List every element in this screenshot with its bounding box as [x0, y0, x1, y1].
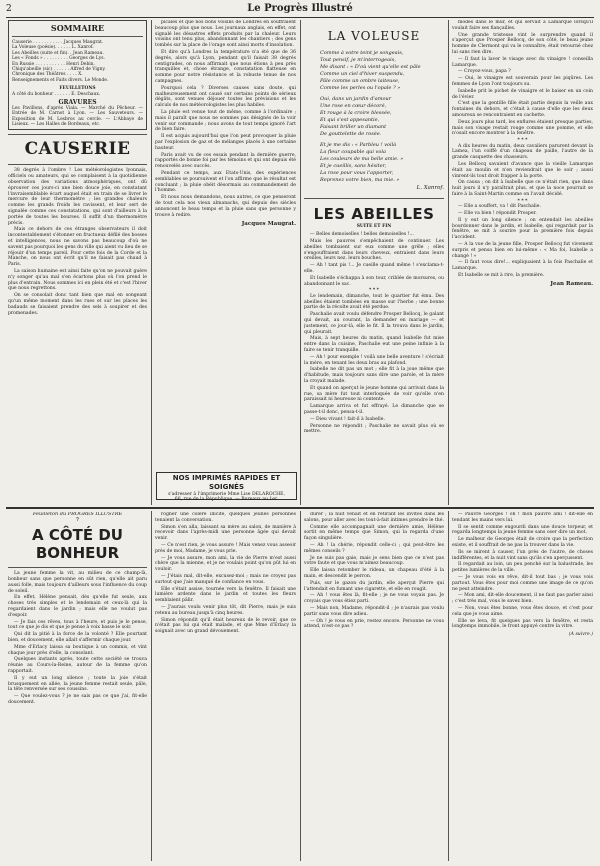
poem-line: Et qui s'est appesantie,	[320, 117, 380, 123]
feuilleton-column-1	[8, 512, 147, 862]
sommaire-title: SOMMAIRE	[50, 23, 105, 33]
abeilles-paragraph: — Elle va bien ! répondit Prosper.	[458, 210, 537, 216]
feuilleton-paragraph: — Ah ! vous êtes là, fit-elle ; je ne vous voyais pas. Je croyais que vous étiez parti.	[304, 593, 444, 605]
causerie-paragraph: La pluie est venue tout de même, comme à l'ordinaire ; mais il paraît que nous ne sommes pas désignés de la voir venir sur commande ; nous avons de tout temps ignoré l'art de bien faire.	[155, 109, 296, 133]
feuilleton-paragraph: Puis, sur le gazon du jardin, elle aperçut Pierre qui l'attendait en fumant une cigarette, et elle en rougit.	[304, 580, 444, 592]
sommaire-box	[8, 20, 147, 130]
poem-line: De gouttelette de rosée.	[320, 131, 382, 137]
poem-line: Faisant briller un diamant	[320, 124, 387, 130]
sommaire-item: Les « Fonds » . . . . . . . . . Georges de Lys.	[12, 56, 105, 62]
poem-line: Oui, dans un jardin d'amour	[320, 96, 392, 102]
feuilleton-paragraph: Elle se leva, fit quelques pas vers la fenêtre, et resta longtemps immobile, le front appuyé contre la vitre.	[452, 618, 593, 630]
poem-line: Et je cueillis, sans hésiter,	[320, 163, 387, 169]
abeilles-paragraph: — Oui, le vinaigre est souverain pour les piqûres. Les femmes de Lyon l'ont toujours su.	[452, 76, 593, 87]
poem-line: Comme les perles ou l'opale ? »	[320, 85, 401, 91]
poem-line: Tout pensif, je m'interrogeais,	[320, 57, 396, 63]
causerie-paragraph: Et nous nous demandons, nous autres, ce que penseront de tout cela nos vieux almanachs, qui depuis des siècles annoncent le beau temps et la pluie sans que personne y trouve à redire.	[155, 195, 296, 218]
causerie-title: CAUSERIE	[24, 139, 131, 160]
abeilles-paragraph: Et Isabelle s'échappa à son tour, criblée de morsures, ou abandonnant le sac.	[304, 275, 444, 287]
column-1	[8, 20, 147, 504]
feuilleton-paragraph: durer ; la nuit venait et en retirant les invités dans les salons, pour aller avec les tout-à-fait intimes prendre le thé.	[304, 512, 444, 523]
causerie-paragraph: picales et que nos bons voisins de Londres en souffraient beaucoup plus que nous. Les journaux anglais, en effet, ont signalé les désastres effets produits par la chaleur. Leurs voisins ont tenu plus, abandonnant les chantiers ; des gens tombés sur la place de l'orage sont ainsi morts d'insolation.	[155, 20, 296, 49]
feuilleton-paragraph: — Ah ! la chérie, répondit celle-ci ; qui peut-être les mêmes conseils ?	[304, 542, 444, 554]
feuilleton-paragraph: — Je vous assure, mon ami, la vie de Pierre m'est aussi chère que la mienne, et je ne voulais point qu'on pût lui en vouloir.	[155, 555, 296, 573]
feuilleton-paragraph: La jeune femme la vit, au milieu de ce champ-là, bonheur sans que personne en sût rien, qu'elle ait paru aussi folle, mais toujours d'ailleurs sous l'influence du coup de soleil.	[8, 571, 147, 594]
column-separator	[151, 511, 152, 861]
feuilleton-paragraph: Elle s'était assise, tournée vers la fenêtre. Il faisait une lumière ardente dans le jardin et toutes les fleurs semblaient pâlir.	[155, 586, 296, 604]
column-separator	[448, 511, 449, 861]
gravures-title: GRAVURES	[58, 99, 97, 107]
feuilleton-paragraph: — Mon ami, dit-elle doucement, il ne faut pas parler ainsi ; c'est très mal, vous le savez bien.	[452, 593, 593, 605]
sommaire-item: Les Abeilles (suite et fin). . Jean Rameau.	[12, 50, 104, 56]
causerie-paragraph: Pendant ce temps, aux Etats-Unis, des expériences semblables se poursuivent et l'on affirme que le résultat est concluant ; la pluie obéit désormais au commandement de l'homme.	[155, 170, 296, 194]
feuilleton-paragraph: Elle laissa retomber le rideau, un chapeau d'été à la main, et descendit le perron.	[304, 568, 444, 579]
abeilles-paragraph: — Il faut la laver le visage avec du vinaigre ! conseilla Lamarque.	[452, 56, 593, 68]
abeilles-paragraph: A dix heures du matin, deux cavaliers parurent devant la Lamea, l'un coiffé d'un chapeau de paille, l'autre de la grande casquette des chasseurs.	[452, 143, 593, 161]
poem-line: Les couleurs de ma belle amie. »	[320, 156, 404, 162]
column-separator	[448, 20, 449, 505]
feuilleton-paragraph: Mme d'Erlacy laissa sa boutique à un commis, et vint chaque jour près d'elle, la consolant.	[8, 644, 147, 656]
poem-line: Pâle comme un ombre laiteuse,	[320, 78, 400, 84]
abeilles-paragraph: modes dans le mur, et qui servait à Lamarque lorsqu'il voulait faire ses fiançailles.	[452, 20, 593, 31]
voleuse-poem	[304, 50, 444, 184]
feuilleton-number: 7	[75, 517, 80, 523]
causerie-paragraph: Paris avait vu de ces essais pendant la dernière guerre, rapportés de bonne foi par les témoins et qui ont depuis été renouvelés avec succès.	[155, 152, 296, 170]
abeilles-subtitle: SUITE ET FIN	[356, 223, 392, 229]
poem-line: Et je me dis : « Parbleu ! voilà	[320, 142, 397, 148]
feuilleton-column-4	[452, 512, 593, 862]
feuilleton-item: A côté du bonheur . . . . . . E. Deschaux.	[12, 91, 101, 97]
sommaire-item: Chiqu'abeille (sic) . . . . . . Alfred de Vigny.	[12, 67, 106, 73]
abeilles-paragraph: Mais les pauvres s'empêchaient de continuer. Les abeilles tombaient sur eux comme une grêle ; elles s'engouffraient dans leurs cheveux, entraient dans leurs oreilles, leurs nez, leurs bouches.	[304, 239, 444, 262]
feuilleton-paragraph: Simon répondit qu'il était heureux de le revoir, que ce n'était pas lui qui était malade, et que Mme d'Erlacy la soignait avec un grand dévouement.	[155, 617, 296, 635]
feuilleton-label: Feuilleton du PROGRÈS ILLUSTRÉ	[32, 512, 123, 517]
abeilles-paragraph: Lamarque arriva et fut effrayé. Le dimanche que se passe-t-il donc, pensa-t-il.	[304, 404, 444, 415]
feuilleton-paragraph: En effet, Hélène pensait, dès qu'elle fut seule, aux choses très simples et le lendemain et ceux-là qui la regardaient dans le jardin ; mais elle ne voulut pas d'espoir.	[8, 595, 147, 618]
abeilles-signature: Jean Rameau.	[550, 280, 593, 287]
page-number: 2	[6, 4, 12, 14]
sommaire-item: Chronique des Théâtres . . . . X.	[12, 72, 83, 78]
abeilles-paragraph: — Dieu vivant ! fait-il à Isabelle.	[310, 416, 385, 422]
poem-line: Comme un ciel d'hiver suspendu,	[320, 71, 405, 77]
abeilles-paragraph: Personne ne répondit ; Paschalie ne savait plus où se mettre.	[304, 423, 444, 435]
abeilles-paragraph: Isabelle ne dit pas un mot ; elle fit à la joue même que d'habitude, mais toujours sans dire une parole, et la mère la croyait malade.	[304, 367, 444, 384]
poem-line: La rose pour vous l'apporter,	[320, 170, 394, 176]
feuilleton-column-2	[155, 512, 296, 862]
column-separator	[151, 20, 152, 505]
feuilleton-paragraph: Il se sentit comme engourdi dans une douce torpeur, et regarda longtemps la jeune femme sans oser dire un mot.	[452, 524, 593, 536]
sommaire-item: Causerie . . . . . . . . . . . Jacques Maugrat.	[12, 40, 104, 45]
feuilleton-paragraph: — Je fais ces rêves, tous à l'heure, et puis je le pense, tout ce que je dis et que je pense à voix basse le soir.	[8, 619, 147, 631]
printing-advertisement	[156, 472, 297, 503]
column-separator	[300, 511, 301, 861]
poem-line: Me disant : « D'où vient qu'elle est pâle	[320, 64, 421, 70]
abeilles-paragraph: Le lendemain, dimanche, tout le quartier fut ému. Des abeilles étaient tombées en masse sur l'herbe ; une bonne partie de la récolte avait été perdue.	[304, 293, 444, 311]
feuilleton-paragraph: Il y eut un long silence ; toute la joie s'était brusquement en allée, la jeune femme restait seule, pâle, la tête renversée sur ses coussins.	[8, 675, 147, 693]
poem-line: Reprenez votre bien, ma mie. »	[320, 177, 400, 183]
causerie-paragraph: La saison humaine est ainsi faite qu'on ne pouvait guère n'y songer qu'au mal s'en écartons plus où l'on prend le plus d'entrain. Nous sommes ici en plein été et c'est l'hiver que nous regrettons.	[8, 269, 147, 292]
causerie-paragraph: Il est acquis aujourd'hui que l'on peut provoquer la pluie par l'explosion de gaz et de mélanges placés à une certaine hauteur.	[155, 134, 296, 151]
abeilles-paragraph: Deux jours plus tard, les enflures étaient presque parties, mais son visage restait rouge comme une pomme, et elle n'osait encore montrer à la fenêtre.	[452, 119, 593, 137]
causerie-signature: Jacques Maugrat.	[241, 221, 296, 228]
feuilleton-continued: (A suivre.)	[568, 632, 593, 638]
causerie-paragraph: On se consolait donc tant bien que mal en songeant qu'un même moment dans les rues et sur les places les badauds se faisaient prendre des sels à soupirer et des promenades.	[8, 293, 147, 316]
header-rule	[6, 17, 594, 18]
abeilles-paragraph: Les Bellocq savaient d'avance que la vieille Lamarque était au moulin et n'en reviendrait que le soir ; aussi vinrent-ils tout droit frapper à la porte.	[452, 161, 593, 179]
feuilleton-paragraph: — Pauvre Georges ! oh ! mon pauvre ami ! dit-elle en tendant les mains vers lui.	[452, 512, 593, 523]
abeilles-paragraph: Paschalie avait voulu défendre Prosper Bellocq, le galant qui devait, au courant, la demander en mariage — et justement, ce jour-là, elle le fit. Il la trouva dans le jardin, qui pleurait.	[304, 312, 444, 335]
feuilleton-column-3	[304, 512, 444, 862]
feuilleton-paragraph: — Oh ! je vous en prie, restez encore. Personne ne vous attend, n'est-ce pas ?	[304, 618, 444, 630]
column-2	[155, 20, 296, 460]
column-3: LA VOLEUSE Comme à votre teint je songeais, Tout pensif, je m'interrogeais, Me disant : « D'où vient qu'elle est pâle Comme un ciel d'hiver suspendu, Pâle comme un ombre laiteuse, Comme les perles ou l'opale ? » Oui, dans un jardin d'amour Une rose en cœur décoré, Et rouge à la croire blessée, Et qui s'est appesantie, Faisant briller un diamant De gouttelette de rosée. Et je me dis : « Parbleu ! voilà La fleur coupable qui vola Les couleurs de ma belle amie. » Et je cueillis, sans hésiter, La rose pour vous l'apporter, Reprenez votre bien, ma mie. » L. Xanrof. LES ABEILLES SUITE ET FIN — Belles demoiselles ! belles demoiselles !... Mais les pauvres s'empêchaient de continuer. Les abeilles tombaient sur eux comme une grêle ; elles s'engouffraient dans leurs cheveux, entraient dans leurs oreilles, leurs nez, leurs bouches. — Ah ! tant pis !... Je cueille quand même ! s'exclama-t-elle. Et Isabelle s'échappa à son tour, criblée de morsures, ou abandonnant le sac. * * * Le lendemain, dimanche, tout le quartier fut ému. Des abeilles étaient tombées en masse sur l'herbe ; une bonne partie de la récolte avait été perdue. Paschalie avait voulu défendre Prosper Bellocq, le galant qui devait, au courant, la demander en mariage — et justement, ce jour-là, elle le fit. Il la trouva dans le jardin, qui pleurait. Mais, à sept heures du matin, quand Isabelle fut mise entre dans la cuisine, Paschalie eut une peine infinie à la faire se tenir tranquille. — Ah ! pour exemple ! voilà une belle aventure ! s'écriait la mère, en tenant les deux bras au plafond. Isabelle ne dit pas un mot ; elle fit à la joue même que d'habitude, mais toujours sans dire une parole, et la mère la croyait malade. Et quand on aperçut le jeune homme qui arrivait dans la rue, sa mère fut tout interloquée de voir qu'elle n'en paraissait ni heureuse ni contente. Lamarque arriva et fut effrayé. Le dimanche que se passe-t-il donc, pensa-t-il. — Dieu vivant ! fait-il à Isabelle. Personne ne répondit ; Paschalie ne savait plus où se mettre.	[304, 29, 444, 435]
feuilleton-paragraph: Quelques instants après, toute cette société se trouva réunie au Cours-la-Reine, autour de la femme qu'on rapportait.	[8, 657, 147, 674]
feuilleton-paragraph: — J'aurais voulu venir plus tôt, dit Pierre, mais je suis retenu au bureau jusqu'à cinq heures.	[155, 604, 296, 616]
feuilleton-paragraph: Il regardait au loin, un peu penché sur la balustrade, les petites lumières de la ville.	[452, 562, 593, 574]
abeilles-paragraph: — Il faut vous dire!... expliquaient à la fois Paschalie et Lamarque.	[452, 260, 593, 272]
abeilles-paragraph: — Belles demoiselles ! belles demoiselles !...	[310, 232, 414, 238]
abeilles-paragraph: — Croyez-vous, papa ?	[458, 69, 511, 75]
abeilles-paragraph: Une grande tristesse vint le surprendre quand il s'aperçut que Prosper Bellocq, de son côté, le beau jeune homme de Clermont qui va le connaître, était retourné chez lui sans rien dire.	[452, 32, 593, 55]
ad-line: s'adresser à l'imprimerie Mme Lise DELAROCHE,	[168, 492, 285, 497]
poem-line: Et rouge à la croire blessée,	[320, 110, 392, 116]
sommaire-item: En Russie . . . . . . . . . . . Henri Debin.	[12, 61, 95, 67]
feuilleton-separator	[6, 507, 594, 509]
voleuse-title: LA VOLEUSE	[327, 29, 421, 43]
poem-line: La fleur coupable qui vola	[320, 149, 386, 155]
feuilleton-paragraph: — Mais non, Madame, répondit-il ; je n'aurais pas voulu partir sans vous dire adieu.	[304, 605, 444, 617]
sommaire-item: La Voleuse (poésie). . . . . . L. Xanrof.	[12, 45, 94, 51]
causerie-paragraph: 38 degrés à l'ombre ! Les météorologistes lyonnais, officiels ou amateurs, qui se complaisent à la quotidienne observation des variations atmosphériques, ont dû éprouver ces jours-ci une bien douce joie, en constatant l'invraisemblable écart auquel était en train de se livrer le mercure de leur thermomètre ; les grandes chaleurs comme les grands froids les ravissent, et leur sert de signalée comme ces constatations, qui sont d'ailleurs à la portée de toutes les bourses. Il suffit d'un thermomètre précis.	[8, 168, 147, 226]
abeilles-title: LES ABEILLES	[313, 204, 435, 223]
feuilleton-paragraph: — Que voulez-vous ? je ne sais pas ce que j'ai, fit-elle doucement.	[8, 694, 147, 705]
feuilleton-paragraph: Comme elle accompagnait une dernière amie, Hélène sortit en même temps que Simon, qui la regarda d'une façon singulière.	[304, 524, 444, 542]
abeilles-paragraph: — Ah ! tant pis !... Je cueille quand même ! s'exclama-t-elle.	[304, 263, 444, 274]
feuilleton-paragraph: Ils se mirent à causer, l'un près de l'autre, de choses indifférentes, et la nuit vint sans qu'ils s'en aperçussent.	[452, 549, 593, 561]
abeilles-paragraph: Et quand on aperçut le jeune homme qui arrivait dans la rue, sa mère fut tout interloquée de voir qu'elle n'en paraissait ni heureuse ni contente.	[304, 385, 444, 403]
feuilleton-paragraph: — Je vous vois en rêve, dit-il tout bas ; je vous vois partout. Vous êtes pour moi comme une image de ce qu'on ne peut atteindre.	[452, 574, 593, 592]
feuilleton-paragraph: — J'étais mal, dit-elle, excusez-moi ; mais ne croyez pas surtout que j'aie manqué de confiance en vous.	[155, 573, 296, 585]
abeilles-paragraph: — A la vue de la jeune fille, Prosper Bellocq fut vivement surpris et pensa bien en lui-même : « Ma foi, Isabelle a changé ! »	[452, 241, 593, 259]
feuilleton-paragraph: Simon s'en alla, laissant sa mère au salon, de manière à recevoir dans l'après-midi une personne âgée qui devait venir.	[155, 524, 296, 542]
causerie-paragraph: Pourquoi cela ? Diverses causes sans doute, qui malheureusement ont causé sur certains points de sérieux dégâts, sont venues déjouer toutes les prévisions et les calculs de nos météorologistes les plus habiles.	[155, 85, 296, 109]
abeilles-paragraph: C'est que la gentille fille était partie depuis la veille aux fontaines du dehors, et c'était à cause d'elle que les deux amoureux se rencontraient en cachette.	[452, 101, 593, 118]
abeilles-paragraph: — Elle a souffert, va ! dit Paschalie.	[458, 204, 541, 210]
sommaire-item: Renseignements et Faits divers. Le Monde.	[12, 77, 109, 83]
poem-line: Comme à votre teint je songeais,	[320, 50, 404, 56]
poem-line: Une rose en cœur décoré,	[320, 103, 387, 109]
ad-line: 66, rue de la République. — Bureaux au 1er.	[174, 497, 279, 503]
feuilleton-paragraph: — Ce n'est rien, je vous assure ! Mais venez vous asseoir près de moi, Madame, je vous prie.	[155, 542, 296, 554]
feuilleton-paragraph: rogner une colère illicite, quelques jeunes personnes tenaient la conversation.	[155, 512, 296, 523]
causerie-paragraph: Et dire qu'à Londres la température n'a été que de 36 degrés, alors qu'à Lyon, pendant qu'il faisait 38 degrés centigrades, on nous affirmait que nous étions à peu près tranquilles et, chose étrange, constatation flatteuse en somme pour notre résistance et la robuste tenue de nos campagnes.	[155, 49, 296, 84]
ad-headline: NOS IMPRIMÉS RAPIDES ET SOIGNÉS	[172, 474, 281, 491]
column-separator	[300, 20, 301, 505]
feuilleton-title: A CÔTÉ DU BONHEUR	[32, 526, 123, 563]
abeilles-paragraph: Isabelle prit le pichet de vinaigre et le baiser en un coin de l'évier.	[452, 88, 593, 100]
column-4: modes dans le mur, et qui servait à Lamarque lorsqu'il voulait faire ses fiançailles. Une grande tristesse vint le surprendre quand il s'aperçut que Prosper Bellocq, de son côté, le beau jeune homme de Clermont qui va le connaître, était retourné chez lui sans rien dire. — Il faut la laver le visage avec du vinaigre ! conseilla Lamarque. — Croyez-vous, papa ? — Oui, le vinaigre est souverain pour les piqûres. Les femmes de Lyon l'ont toujours su. Isabelle prit le pichet de vinaigre et le baiser en un coin de l'évier. C'est que la gentille fille était partie depuis la veille aux fontaines du dehors, et c'était à cause d'elle que les deux amoureux se rencontraient en cachette. Deux jours plus tard, les enflures étaient presque parties, mais son visage restait rouge comme une pomme, et elle n'osait encore montrer à la fenêtre. * * * A dix heures du matin, deux cavaliers parurent devant la Lamea, l'un coiffé d'un chapeau de paille, l'autre de la grande casquette des chasseurs. Les Bellocq savaient d'avance que la vieille Lamarque était au moulin et n'en reviendrait que le soir ; aussi vinrent-ils tout droit frapper à la porte. On causa ; on dit à Isabelle que ce n'était rien, que dans huit jours il n'y paraîtrait plus, et que la noce pourrait se faire à la Saint-Martin comme on l'avait décidé. * * * — Elle a souffert, va ! dit Paschalie. — Elle va bien ! répondit Prosper. Il y eut un long silence ; on entendait les abeilles bourdonner dans le jardin, et Isabelle, qui regardait par la fenêtre, se mit à sourire pour la première fois depuis l'accident. — A la vue de la jeune fille, Prosper Bellocq fut vivement surpris et pensa bien en lui-même : « Ma foi, Isabelle a changé ! » — Il faut vous dire!... expliquaient à la fois Paschalie et Lamarque. Et Isabelle se mit à rire, la première. Jean Rameau.	[452, 20, 593, 287]
abeilles-paragraph: Et Isabelle se mit à rire, la première.	[458, 272, 545, 278]
feuilletons-title: FEUILLETONS	[59, 86, 96, 92]
feuilleton-paragraph: Qui dit la pitié à la force de la volonté ? Elle pourtant bien, et doucement, elle allait s'affermir chaque jour.	[8, 632, 147, 643]
voleuse-signature: L. Xanrof.	[416, 185, 444, 191]
abeilles-paragraph: Il y eut un long silence ; on entendait les abeilles bourdonner dans le jardin, et Isabelle, qui regardait par la fenêtre, se mit à sourire pour la première fois depuis l'accident.	[452, 217, 593, 241]
feuilleton-paragraph: Je ne suis pas gaie, mais je sens bien que ce n'est pas votre faute et que vous m'aimez beaucoup.	[304, 555, 444, 567]
gravures-text: Les Pavillons, d'après Viala. — Marché du Pêcheur. — Entrée de M. Carnot à Lyon. — Les Sauveteurs. — Exposition de M. Lesbros au cercle. — L'Abbaye de Lisieux. — Les Halles de Bordeaux, etc.	[12, 105, 143, 128]
abeilles-paragraph: On causa ; on dit à Isabelle que ce n'était rien, que dans huit jours il n'y paraîtrait plus, et que la noce pourrait se faire à la Saint-Martin comme on l'avait décidé.	[452, 180, 593, 197]
feuilleton-paragraph: — Non, vous êtes bonne, vous êtes douce, et c'est pour cela que je vous aime.	[452, 605, 593, 617]
abeilles-paragraph: — Ah ! pour exemple ! voilà une belle aventure ! s'écriait la mère, en tenant les deux bras au plafond.	[304, 354, 444, 366]
feuilleton-paragraph: Le malheur de Georges était de croire que la perfection existe, et il souffrait de ne pas la trouver dans la vie.	[452, 537, 593, 548]
masthead-title: Le Progrès Illustré	[247, 3, 353, 14]
causerie-paragraph: Mais ce dehors de ces étranges observateurs il doit incontestablement s'étonner en fructueux défilé des bosses et intelligences, nous ne savons pas beaucoup d'où ne savent pas pourquoi les gens du ville qui aient vu lieu de se réjouir d'un temps pareil. Pour cette fois de la Corde et la Manche, on nous ont écrit qu'il ne faisait pas chaud à Paris.	[8, 227, 147, 268]
page-header	[6, 4, 594, 16]
abeilles-paragraph: Mais, à sept heures du matin, quand Isabelle fut mise entre dans la cuisine, Paschalie eut une peine infinie à la faire se tenir tranquille.	[304, 336, 444, 353]
